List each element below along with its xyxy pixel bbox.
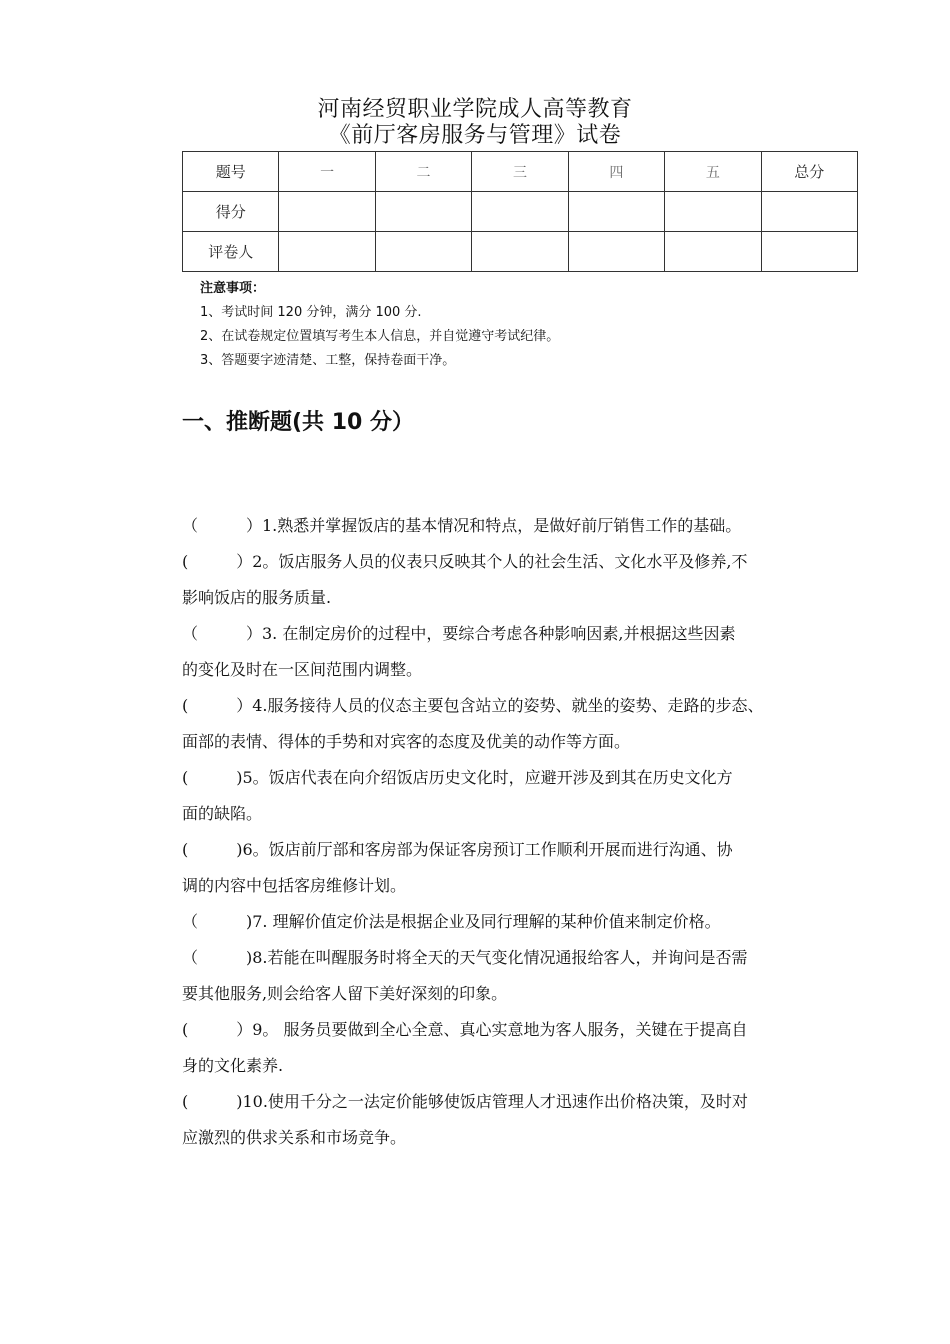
- notes-item: 1、考试时间 120 分钟，满分 100 分.: [200, 305, 422, 320]
- grader-cell: [568, 232, 664, 272]
- grader-row-label: 评卷人: [183, 232, 279, 272]
- score-cell: [375, 192, 471, 232]
- header-cell-4: 四: [568, 152, 664, 192]
- header-cell-5: 五: [665, 152, 761, 192]
- score-table-header-row: [183, 152, 858, 192]
- score-row: [183, 192, 858, 232]
- question-line: （ ）1.熟悉并掌握饭店的基本情况和特点，是做好前厅销售工作的基础。: [182, 516, 742, 535]
- question-line: （ )8.若能在叫醒服务时将全天的天气变化情况通报给客人，并询问是否需: [182, 948, 748, 967]
- question-line: 的变化及时在一区间范围内调整。: [182, 660, 423, 679]
- question-line: 身的文化素养.: [182, 1056, 284, 1075]
- score-cell: [665, 192, 761, 232]
- score-table: [182, 151, 858, 272]
- question-line: ( ）2。饭店服务人员的仪表只反映其个人的社会生活、文化水平及修养,不: [182, 552, 748, 571]
- header-cell-label: 题号: [183, 152, 279, 192]
- score-cell: [472, 192, 568, 232]
- question-line: 应激烈的供求关系和市场竞争。: [182, 1128, 407, 1147]
- header-cell-total: 总分: [761, 152, 857, 192]
- question-line: ( )5。饭店代表在向介绍饭店历史文化时，应避开涉及到其在历史文化方: [182, 768, 733, 787]
- question-line: 要其他服务,则会给客人留下美好深刻的印象。: [182, 984, 508, 1003]
- grader-cell: [375, 232, 471, 272]
- score-cell: [761, 192, 857, 232]
- exam-title-line1: 河南经贸职业学院成人高等教育: [317, 97, 633, 122]
- score-cell: [279, 192, 375, 232]
- header-cell-2: 二: [375, 152, 471, 192]
- question-line: （ )7. 理解价值定价法是根据企业及同行理解的某种价值来制定价格。: [182, 912, 721, 931]
- question-line: 面的缺陷。: [182, 804, 263, 823]
- question-line: 面部的表情、得体的手势和对宾客的态度及优美的动作等方面。: [182, 732, 631, 751]
- grader-row: [183, 232, 858, 272]
- header-cell-1: 一: [279, 152, 375, 192]
- grader-cell: [665, 232, 761, 272]
- grader-cell: [761, 232, 857, 272]
- notes-item: 3、答题要字迹清楚、工整，保持卷面干净。: [200, 353, 456, 368]
- notes-item: 2、在试卷规定位置填写考生本人信息，并自觉遵守考试纪律。: [200, 329, 560, 344]
- question-line: 调的内容中包括客房维修计划。: [182, 876, 407, 895]
- question-line: 影响饭店的服务质量.: [182, 588, 332, 607]
- question-line: ( )10.使用千分之一法定价能够使饭店管理人才迅速作出价格决策，及时对: [182, 1092, 748, 1111]
- notes-block: [200, 277, 559, 373]
- notes-title: 注意事项：: [200, 281, 266, 296]
- question-line: ( ）4.服务接待人员的仪态主要包含站立的姿势、就坐的姿势、走路的步态、: [182, 696, 764, 715]
- header-cell-3: 三: [472, 152, 568, 192]
- section-title: 一、推断题(共 10 分）: [182, 410, 414, 435]
- score-row-label: 得分: [183, 192, 279, 232]
- question-line: ( ）9。 服务员要做到全心全意、真心实意地为客人服务，关键在于提高自: [182, 1020, 748, 1039]
- exam-title-line2: 《前厅客房服务与管理》试卷: [328, 123, 622, 148]
- question-line: ( )6。饭店前厅部和客房部为保证客房预订工作顺利开展而进行沟通、协: [182, 840, 733, 859]
- grader-cell: [472, 232, 568, 272]
- question-line: （ ）3. 在制定房价的过程中，要综合考虑各种影响因素,并根据这些因素: [182, 624, 736, 643]
- grader-cell: [279, 232, 375, 272]
- score-cell: [568, 192, 664, 232]
